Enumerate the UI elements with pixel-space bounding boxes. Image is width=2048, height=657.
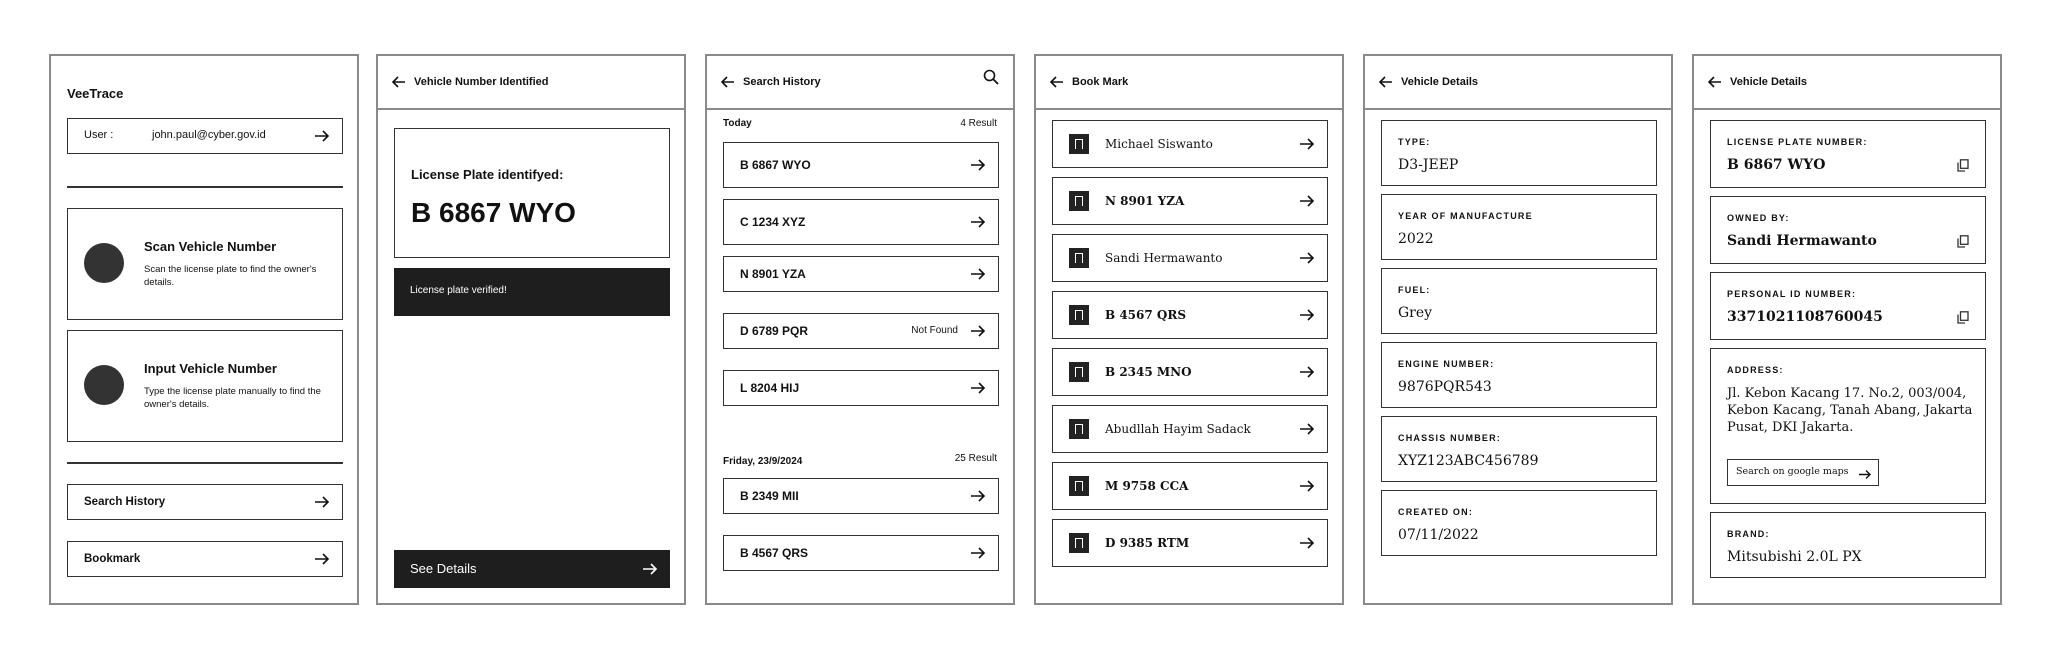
- history-item[interactable]: [723, 199, 999, 245]
- header-title: Search History: [743, 76, 821, 88]
- detail-label: TYPE:: [1398, 137, 1431, 147]
- bookmark-label: Bookmark: [84, 553, 141, 565]
- search-history-button[interactable]: [67, 484, 343, 520]
- arrow-right-icon: [1299, 480, 1315, 492]
- arrow-right-icon: [970, 268, 986, 280]
- bookmark-label: N 8901 YZA: [1105, 194, 1185, 208]
- detail-card: [1381, 490, 1657, 556]
- bookmark-icon: [1069, 305, 1089, 325]
- brand-value: Mitsubishi 2.0L PX: [1727, 549, 1862, 565]
- identified-screen: [376, 54, 686, 605]
- detail-value: D3-JEEP: [1398, 157, 1459, 173]
- brand-card: [1710, 512, 1986, 578]
- address-card: [1710, 348, 1986, 504]
- input-vehicle-card[interactable]: [67, 330, 343, 442]
- detail-card: [1381, 342, 1657, 408]
- arrow-right-icon: [314, 496, 330, 508]
- see-details-label: See Details: [410, 561, 477, 576]
- header-title: Vehicle Details: [1401, 76, 1479, 88]
- detail-label: ENGINE NUMBER:: [1398, 359, 1495, 369]
- search-icon[interactable]: [983, 69, 999, 85]
- history-plate: B 6867 WYO: [740, 158, 811, 172]
- see-details-button[interactable]: [394, 550, 670, 588]
- owner-details-screen: [1692, 54, 2002, 605]
- arrow-right-icon: [970, 382, 986, 394]
- header-title: Book Mark: [1072, 76, 1129, 88]
- divider: [67, 186, 343, 188]
- bookmark-icon: [1069, 533, 1089, 553]
- detail-label: CREATED ON:: [1398, 507, 1474, 517]
- history-plate: B 4567 QRS: [740, 546, 809, 560]
- input-icon: [84, 365, 124, 405]
- plate-label: License Plate identifyed:: [411, 167, 564, 182]
- bookmark-item[interactable]: [1052, 120, 1328, 168]
- verified-banner: [394, 268, 670, 316]
- arrow-right-icon: [1299, 423, 1315, 435]
- arrow-right-icon: [970, 490, 986, 502]
- header: [1365, 56, 1671, 110]
- bookmark-button[interactable]: [67, 541, 343, 577]
- detail-value: 2022: [1398, 231, 1434, 247]
- plate-number: B 6867 WYO: [411, 197, 576, 228]
- header: [1036, 56, 1342, 110]
- header: [1694, 56, 2000, 110]
- group-title: Friday, 23/9/2024: [723, 456, 803, 467]
- copy-icon[interactable]: [1957, 159, 1969, 172]
- history-item[interactable]: [723, 478, 999, 514]
- scan-description: Scan the license plate to find the owner's details.: [144, 264, 317, 288]
- search-history-screen: [705, 54, 1015, 605]
- arrow-right-icon: [1299, 195, 1315, 207]
- detail-label: FUEL:: [1398, 285, 1431, 295]
- bookmark-icon: [1069, 134, 1089, 154]
- history-item[interactable]: [723, 370, 999, 406]
- bookmark-item[interactable]: [1052, 234, 1328, 282]
- arrow-right-icon: [1299, 537, 1315, 549]
- not-found-status: Not Found: [911, 325, 958, 336]
- pid-label: PERSONAL ID NUMBER:: [1727, 289, 1857, 299]
- header-title: Vehicle Number Identified: [414, 76, 549, 88]
- bookmark-label: Abudllah Hayim Sadack: [1105, 422, 1251, 436]
- group-count: 4 Result: [960, 118, 997, 129]
- history-plate: N 8901 YZA: [740, 267, 806, 281]
- history-item[interactable]: [723, 535, 999, 571]
- bookmark-icon: [1069, 362, 1089, 382]
- input-description: Type the license plate manually to find the owner's details.: [144, 386, 321, 410]
- bookmark-item[interactable]: [1052, 177, 1328, 225]
- group-count: 25 Result: [954, 453, 997, 464]
- detail-label: CHASSIS NUMBER:: [1398, 433, 1502, 443]
- group-title: Today: [723, 118, 752, 129]
- history-plate: D 6789 PQR: [740, 324, 809, 338]
- home-screen: [49, 54, 359, 605]
- detail-label: YEAR OF MANUFACTURE: [1398, 211, 1533, 221]
- history-plate: C 1234 XYZ: [740, 215, 806, 229]
- history-item[interactable]: [723, 256, 999, 292]
- divider: [67, 462, 343, 464]
- user-email: john.paul@cyber.gov.id: [152, 129, 266, 141]
- google-maps-button[interactable]: [1727, 459, 1879, 486]
- bookmark-item[interactable]: [1052, 519, 1328, 567]
- bookmark-icon: [1069, 419, 1089, 439]
- plate-result-card: [394, 128, 670, 258]
- input-title: Input Vehicle Number: [144, 361, 277, 376]
- owned-label: OWNED BY:: [1727, 213, 1790, 223]
- google-maps-label: Search on google maps: [1736, 466, 1849, 477]
- address-value: Jl. Kebon Kacang 17. No.2, 003/004, Kebon Kacang, Tanah Abang, Jakarta Pusat, DKI Jakarta.: [1727, 386, 1973, 435]
- copy-icon[interactable]: [1957, 235, 1969, 248]
- arrow-right-icon: [970, 547, 986, 559]
- bookmark-label: B 4567 QRS: [1105, 308, 1186, 322]
- detail-value: Grey: [1398, 305, 1433, 321]
- address-label: ADDRESS:: [1727, 365, 1784, 375]
- personal-id-card: [1710, 272, 1986, 340]
- arrow-right-icon: [970, 325, 986, 337]
- history-plate: B 2349 MII: [740, 489, 799, 503]
- arrow-right-icon: [1299, 252, 1315, 264]
- user-field[interactable]: [67, 118, 343, 154]
- arrow-right-icon: [314, 130, 330, 142]
- arrow-right-icon: [970, 216, 986, 228]
- bookmark-icon: [1069, 476, 1089, 496]
- detail-value: XYZ123ABC456789: [1398, 453, 1539, 469]
- plate-value: B 6867 WYO: [1727, 157, 1826, 173]
- scan-title: Scan Vehicle Number: [144, 239, 277, 254]
- arrow-right-icon: [642, 563, 658, 575]
- arrow-right-icon: [1299, 138, 1315, 150]
- bookmark-label: M 9758 CCA: [1105, 479, 1189, 493]
- back-arrow-icon[interactable]: [721, 76, 735, 88]
- arrow-right-icon: [314, 553, 330, 565]
- app-title: VeeTrace: [67, 86, 124, 101]
- search-history-label: Search History: [84, 496, 166, 508]
- bookmark-label: Sandi Hermawanto: [1105, 251, 1223, 265]
- detail-card: [1381, 268, 1657, 334]
- bookmark-label: Michael Siswanto: [1105, 137, 1213, 151]
- verified-text: License plate verified!: [410, 285, 507, 296]
- back-arrow-icon[interactable]: [1379, 76, 1393, 88]
- history-plate: L 8204 HIJ: [740, 381, 800, 395]
- bookmark-item[interactable]: [1052, 348, 1328, 396]
- arrow-right-icon: [1299, 309, 1315, 321]
- plate-label: LICENSE PLATE NUMBER:: [1727, 137, 1868, 147]
- bookmark-item[interactable]: [1052, 405, 1328, 453]
- pid-value: 3371021108760045: [1727, 309, 1883, 325]
- bookmark-icon: [1069, 248, 1089, 268]
- user-label: User :: [84, 129, 114, 141]
- scan-vehicle-card[interactable]: [67, 208, 343, 320]
- arrow-right-icon: [1858, 467, 1872, 478]
- back-arrow-icon[interactable]: [1708, 76, 1722, 88]
- detail-card: [1381, 120, 1657, 186]
- copy-icon[interactable]: [1957, 311, 1969, 324]
- header-title: Vehicle Details: [1730, 76, 1808, 88]
- bookmark-icon: [1069, 191, 1089, 211]
- header: [378, 56, 684, 110]
- bookmark-screen: [1034, 54, 1344, 605]
- arrow-right-icon: [1299, 366, 1315, 378]
- detail-card: [1381, 416, 1657, 482]
- back-arrow-icon[interactable]: [392, 76, 406, 88]
- vehicle-details-screen: [1363, 54, 1673, 605]
- plate-card: [1710, 120, 1986, 188]
- owned-value: Sandi Hermawanto: [1727, 233, 1877, 249]
- detail-value: 07/11/2022: [1398, 527, 1479, 543]
- arrow-right-icon: [970, 159, 986, 171]
- header: [707, 56, 1013, 110]
- bookmark-label: D 9385 RTM: [1105, 536, 1190, 550]
- bookmark-label: B 2345 MNO: [1105, 365, 1192, 379]
- back-arrow-icon[interactable]: [1050, 76, 1064, 88]
- history-item[interactable]: [723, 142, 999, 188]
- history-item[interactable]: [723, 313, 999, 349]
- bookmark-item[interactable]: [1052, 291, 1328, 339]
- brand-label: BRAND:: [1727, 529, 1770, 539]
- detail-card: [1381, 194, 1657, 260]
- scan-icon: [84, 243, 124, 283]
- owner-card: [1710, 196, 1986, 264]
- bookmark-item[interactable]: [1052, 462, 1328, 510]
- detail-value: 9876PQR543: [1398, 379, 1492, 395]
